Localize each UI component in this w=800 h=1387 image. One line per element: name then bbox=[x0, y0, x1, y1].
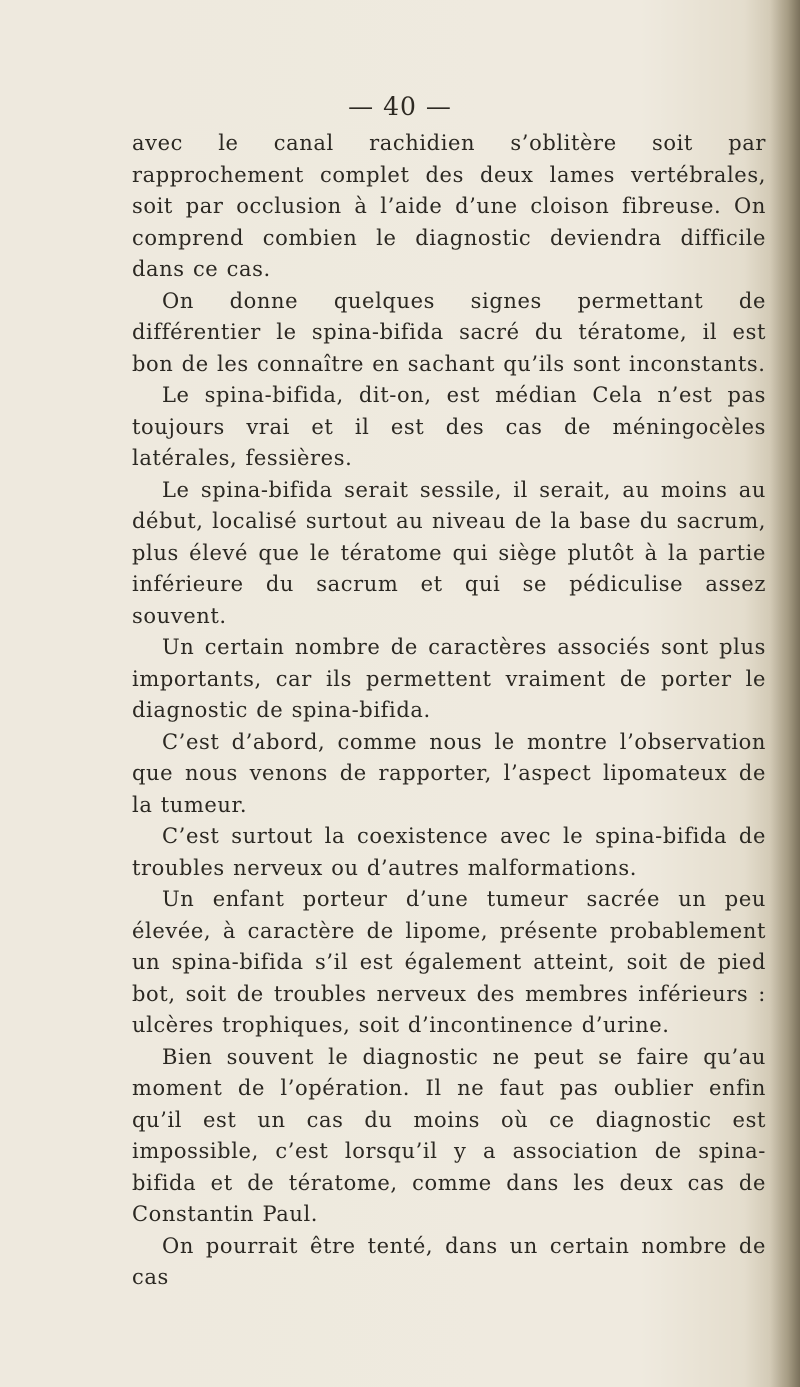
paragraph: avec le canal rachidien s’oblitère soit par rapprochement complet des deux lames vertébrales, soit par occlusion à l’aide d’une cloison fibreuse. On comprend combien le diagnostic deviendra difficile dans ce cas. bbox=[132, 131, 766, 281]
page-number: — 40 — bbox=[348, 92, 452, 121]
paragraph: Un enfant porteur d’une tumeur sacrée un peu élevée, à caractère de lipome, présente probablement un spina-bifida s’il est également atteint, soit de pied bot, soit de troubles nerveux des membres inférieurs : ulcères trophiques, soit d’incontinence d’urine. bbox=[132, 887, 766, 1037]
body-text bbox=[132, 128, 766, 1294]
paragraph: Le spina-bifida, dit-on, est médian Cela n’est pas toujours vrai et il est des cas de méningocèles latérales, fessières. bbox=[132, 383, 766, 470]
paragraph: Un certain nombre de caractères associés sont plus importants, car ils permettent vraiment de porter le diagnostic de spina-bifida. bbox=[132, 635, 766, 722]
paragraph: C’est d’abord, comme nous le montre l’observation que nous venons de rapporter, l’aspect lipomateux de la tumeur. bbox=[132, 729, 766, 817]
paragraph: Le spina-bifida serait sessile, il serait, au moins au début, localisé surtout au niveau de la base du sacrum, plus élevé que le tératome qui siège plutôt à la partie inférieure du sacrum et qui se pédiculise assez souvent. bbox=[132, 477, 766, 628]
paragraph: On donne quelques signes permettant de différentier le spina-bifida sacré du tératome, il est bon de les connaître en sachant qu’ils sont inconstants. bbox=[132, 288, 766, 376]
paragraph: C’est surtout la coexistence avec le spina-bifida de troubles nerveux ou d’autres malformations. bbox=[132, 824, 766, 880]
page-edge-shadow bbox=[770, 0, 800, 1387]
paragraph: Bien souvent le diagnostic ne peut se faire qu’au moment de l’opération. Il ne faut pas oublier enfin qu’il est un cas du moins où ce diagnostic est impossible, c’est lorsqu’il y a association de spina-bifida et de tératome, comme dans les deux cas de Constantin Paul. bbox=[132, 1044, 766, 1226]
paragraph: On pourrait être tenté, dans un certain nombre de cas bbox=[132, 1233, 766, 1289]
